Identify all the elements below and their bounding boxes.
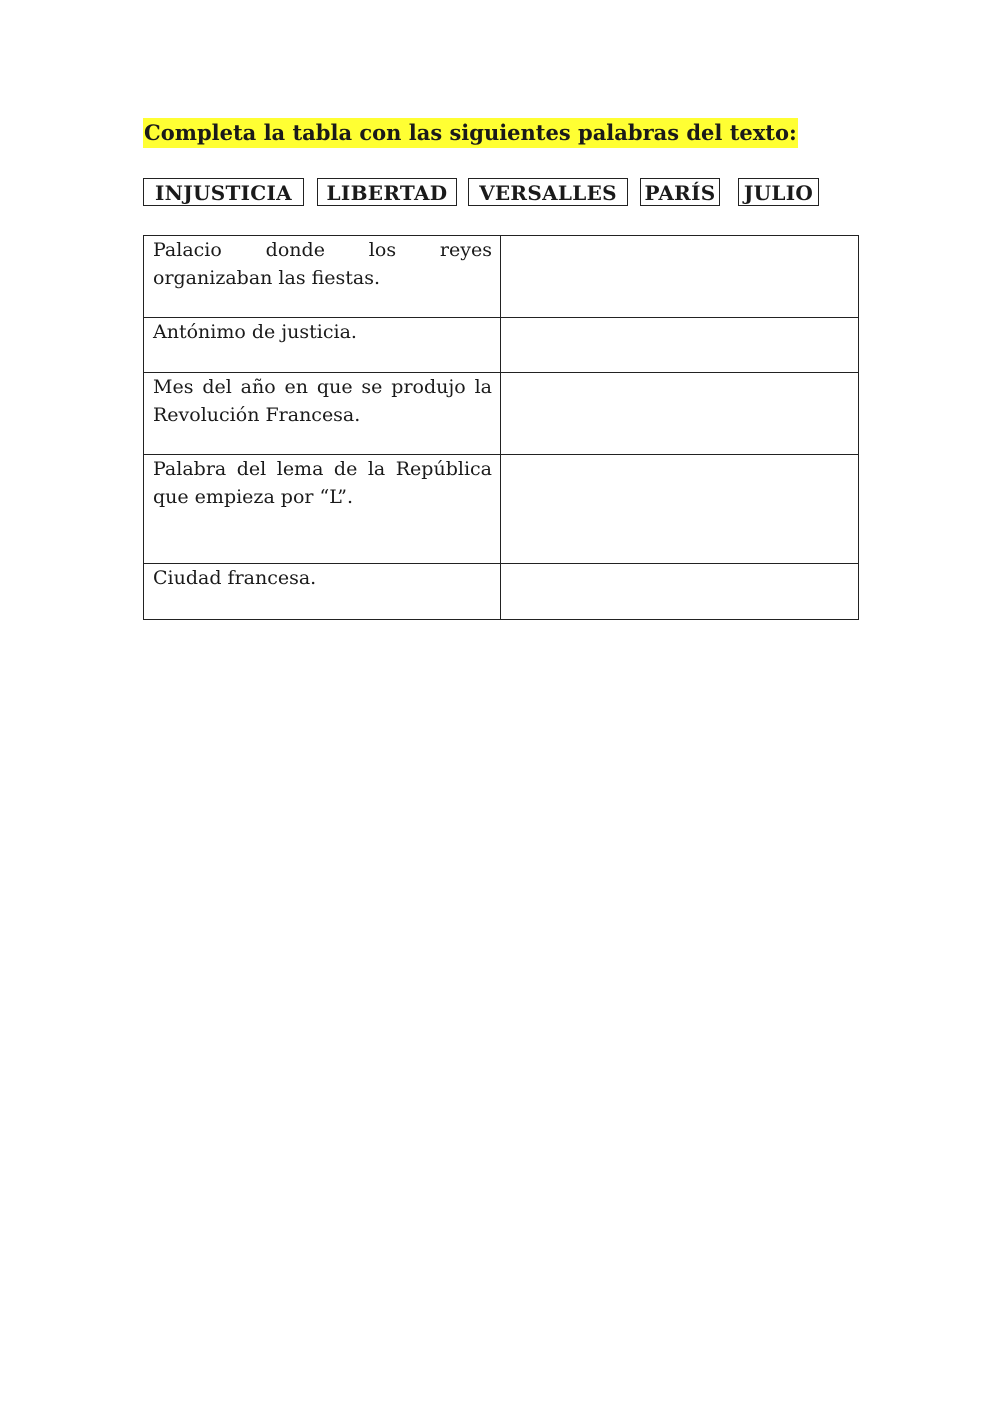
worksheet-table bbox=[143, 235, 859, 620]
word-bank-item-injusticia: INJUSTICIA bbox=[143, 178, 304, 206]
table-row bbox=[144, 318, 859, 373]
word-bank-item-paris: PARÍS bbox=[640, 178, 720, 206]
clue-cell bbox=[144, 455, 501, 564]
table-row bbox=[144, 564, 859, 620]
answer-cell[interactable] bbox=[501, 373, 859, 455]
clue-text: Antónimo de justicia. bbox=[153, 321, 357, 343]
clue-cell bbox=[144, 564, 501, 620]
answer-cell[interactable] bbox=[501, 564, 859, 620]
word-bank-item-libertad: LIBERTAD bbox=[317, 178, 457, 206]
table-row bbox=[144, 373, 859, 455]
word-bank-item-julio: JULIO bbox=[738, 178, 819, 206]
clue-text: Ciudad francesa. bbox=[153, 567, 317, 589]
answer-cell[interactable] bbox=[501, 455, 859, 564]
answer-cell[interactable] bbox=[501, 318, 859, 373]
instruction-heading: Completa la tabla con las siguientes palabras del texto: bbox=[143, 118, 798, 148]
clue-cell bbox=[144, 373, 501, 455]
word-bank bbox=[0, 178, 1000, 210]
clue-cell bbox=[144, 236, 501, 318]
clue-text: Palacio donde los reyes organizaban las fiestas. bbox=[153, 239, 492, 289]
table-row bbox=[144, 236, 859, 318]
clue-cell bbox=[144, 318, 501, 373]
clue-text: Palabra del lema de la República que empieza por “L”. bbox=[153, 458, 492, 508]
word-bank-item-versalles: VERSALLES bbox=[468, 178, 628, 206]
answer-cell[interactable] bbox=[501, 236, 859, 318]
table-row bbox=[144, 455, 859, 564]
clue-text: Mes del año en que se produjo la Revolución Francesa. bbox=[153, 376, 492, 426]
